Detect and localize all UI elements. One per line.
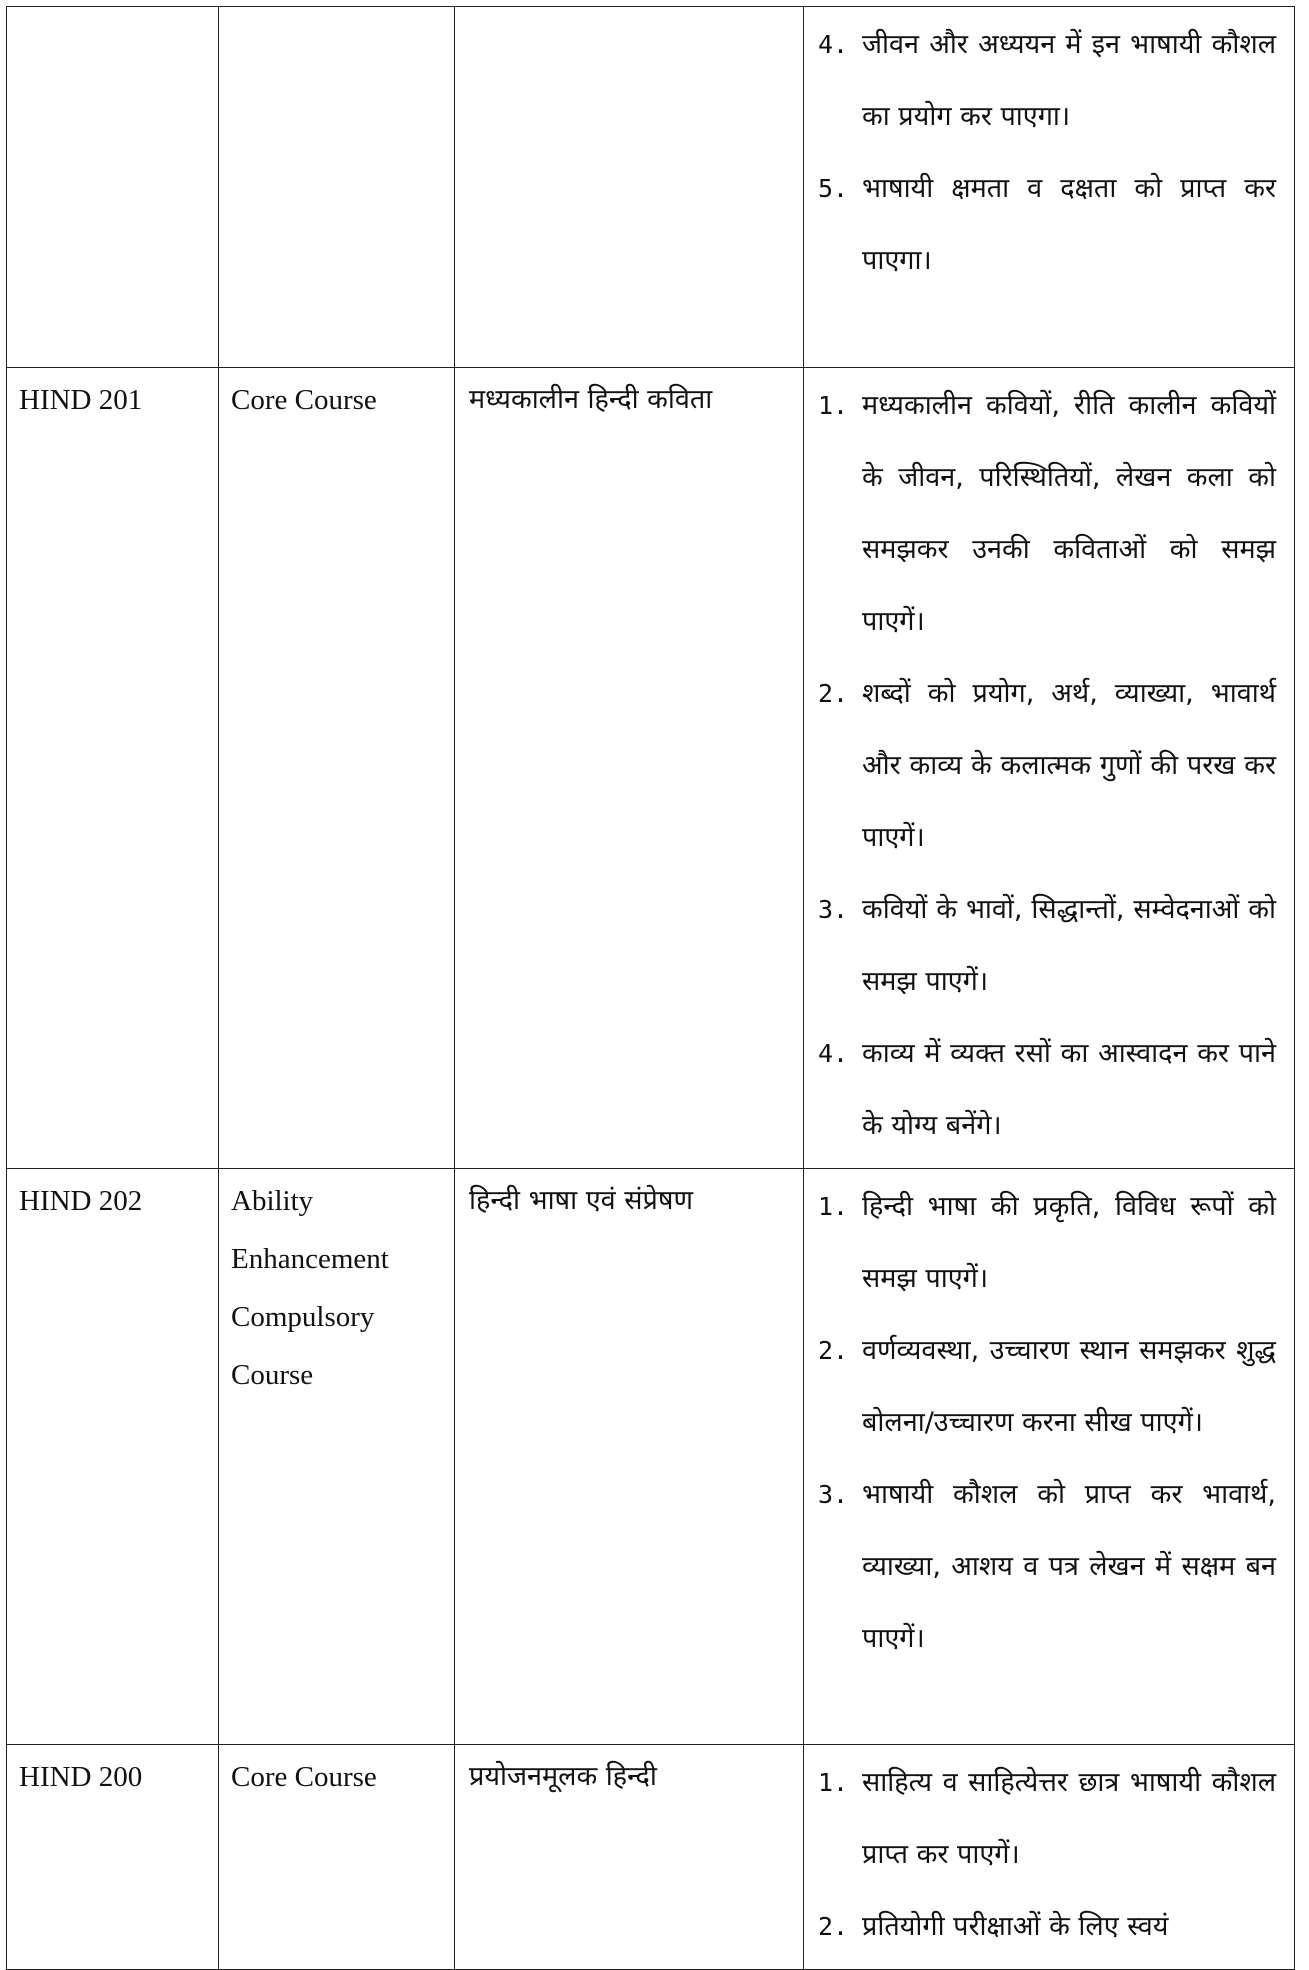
- course-title-cell: [455, 7, 804, 368]
- course-title: प्रयोजनमूलक हिन्दी: [469, 1761, 657, 1792]
- outcome-list: [804, 1169, 1294, 1681]
- course-code: HIND 202: [19, 1185, 143, 1217]
- outcomes-cell: [804, 1745, 1295, 1970]
- course-title: मध्यकालीन हिन्दी कविता: [469, 384, 713, 415]
- course-code: HIND 201: [19, 384, 143, 416]
- course-type: Ability Enhancement Compulsory Course: [231, 1185, 389, 1391]
- course-type: Core Course: [231, 1761, 377, 1793]
- table-row: [7, 368, 1295, 1169]
- course-type-cell: [219, 7, 455, 368]
- outcome-item: 3. भाषायी कौशल को प्राप्त कर भावार्थ, व्याख्या, आशय व पत्र लेखन में सक्षम बन पाएगें।: [818, 1479, 1276, 1654]
- outcome-list: [804, 7, 1294, 303]
- course-title: हिन्दी भाषा एवं संप्रेषण: [469, 1185, 694, 1216]
- course-title-cell: [455, 1169, 804, 1745]
- outcome-item: 2. शब्दों को प्रयोग, अर्थ, व्याख्या, भावार्थ और काव्य के कलात्मक गुणों की परख कर पाएगें।: [818, 678, 1276, 853]
- course-code-cell: [7, 368, 219, 1169]
- course-outcomes-table: [6, 6, 1295, 1970]
- outcome-item: 5. भाषायी क्षमता व दक्षता को प्राप्त कर पाएगा।: [818, 173, 1276, 276]
- course-type-cell: [219, 1169, 455, 1745]
- table-row: [7, 7, 1295, 368]
- outcome-item: 1. साहित्य व साहित्येत्तर छात्र भाषायी कौशल प्राप्त कर पाएगें।: [818, 1767, 1276, 1870]
- outcomes-cell: [804, 1169, 1295, 1745]
- table-row: [7, 1745, 1295, 1970]
- outcome-item: 1. हिन्दी भाषा की प्रकृति, विविध रूपों को समझ पाएगें।: [818, 1191, 1276, 1294]
- course-type: Core Course: [231, 384, 377, 416]
- outcome-list: [804, 1745, 1294, 1969]
- course-title-cell: [455, 1745, 804, 1970]
- course-code-cell: [7, 7, 219, 368]
- table-row: [7, 1169, 1295, 1745]
- outcome-item: 3. कवियों के भावों, सिद्धान्तों, सम्वेदनाओं को समझ पाएगें।: [818, 894, 1276, 997]
- course-code: HIND 200: [19, 1761, 143, 1793]
- outcome-item: 2. प्रतियोगी परीक्षाओं के लिए स्वयं: [818, 1911, 1169, 1942]
- outcomes-cell: [804, 7, 1295, 368]
- outcome-item: 4. जीवन और अध्ययन में इन भाषायी कौशल का प्रयोग कर पाएगा।: [818, 29, 1276, 132]
- outcome-list: [804, 368, 1294, 1168]
- outcome-item: 1. मध्यकालीन कवियों, रीति कालीन कवियों के जीवन, परिस्थितियों, लेखन कला को समझकर उनकी कविताओं को समझ पाएगें।: [818, 390, 1276, 637]
- document-page: [6, 6, 1294, 1943]
- course-title-cell: [455, 368, 804, 1169]
- course-type-cell: [219, 1745, 455, 1970]
- outcomes-cell: [804, 368, 1295, 1169]
- course-type-cell: [219, 368, 455, 1169]
- course-code-cell: [7, 1745, 219, 1970]
- outcome-item: 4. काव्य में व्यक्त रसों का आस्वादन कर पाने के योग्य बनेंगे।: [818, 1038, 1276, 1141]
- course-code-cell: [7, 1169, 219, 1745]
- outcome-item: 2. वर्णव्यवस्था, उच्चारण स्थान समझकर शुद्ध बोलना/उच्चारण करना सीख पाएगें।: [818, 1335, 1276, 1438]
